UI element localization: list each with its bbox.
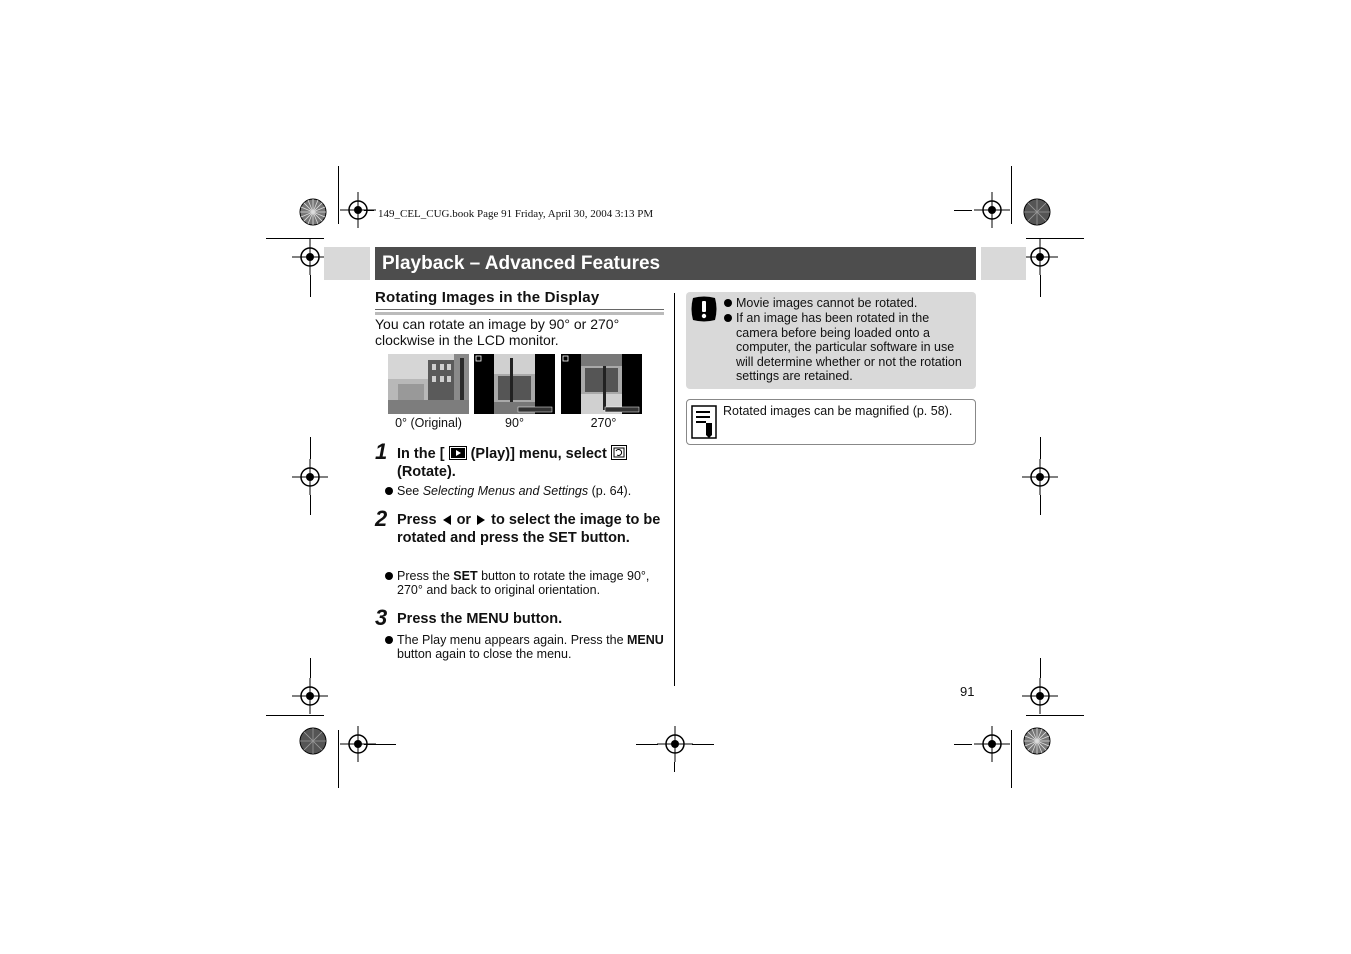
crosshair-icon: [1022, 459, 1058, 495]
step-1-text-a: In the [: [397, 446, 445, 462]
caption-270: 270°: [590, 416, 617, 430]
caution-text: If an image has been rotated in the camera before being loaded onto a computer, the particular software in use will determine whether or not the rotation settings are retained.: [736, 311, 962, 383]
heading-rule: [375, 309, 664, 310]
heading-rule-shade: [375, 312, 664, 315]
crosshair-icon: [657, 726, 693, 762]
radial-target-icon: [299, 727, 327, 755]
caption-90: 90°: [505, 416, 524, 430]
side-tab-right: [981, 247, 1026, 280]
thumbnail-rotated-270: [561, 354, 642, 414]
bullet-bold: SET: [453, 569, 478, 583]
crosshair-icon: [292, 678, 328, 714]
crosshair-icon: [292, 459, 328, 495]
step-2-text-c: to select the image to be rotated and press the SET button.: [397, 512, 661, 546]
section-title: Playback – Advanced Features: [375, 247, 976, 280]
radial-target-icon: [1023, 198, 1051, 226]
note-text: Rotated images can be magnified (p. 58).: [723, 404, 953, 418]
play-icon: [449, 446, 467, 460]
rotate-icon: [611, 445, 627, 460]
crosshair-icon: [974, 192, 1010, 228]
file-header: 149_CEL_CUG.book Page 91 Friday, April 30, 2004 3:13 PM: [378, 208, 654, 220]
thumbnail-rotated-90: [474, 354, 555, 414]
bullet-text: Press the: [397, 569, 454, 583]
bullet-text: button to rotate the image 90°, 270° and back to original orientation.: [397, 569, 650, 597]
step-1-text-b: (Play)] menu, select: [470, 446, 607, 462]
list-item: [385, 633, 665, 661]
step-1-text: [397, 445, 662, 481]
radial-target-icon: [299, 198, 327, 226]
bullet-text: (p. 64).: [588, 484, 632, 498]
crosshair-icon: [1022, 239, 1058, 275]
list-item: [385, 569, 665, 597]
caution-item: [724, 311, 969, 384]
caution-text: Movie images cannot be rotated.: [736, 296, 918, 310]
bullet-text: See: [397, 484, 423, 498]
list-item: [385, 484, 665, 498]
crosshair-icon: [974, 726, 1010, 762]
bullet-text: button again to close the menu.: [397, 647, 572, 661]
step-number: 1: [375, 439, 388, 464]
radial-target-icon: [1023, 727, 1051, 755]
step-3-text: Press the MENU button.: [397, 611, 563, 627]
thumbnail-original: [388, 354, 469, 414]
intro-text: You can rotate an image by 90° or 270° clockwise in the LCD monitor.: [375, 316, 620, 348]
bullet-italic: Selecting Menus and Settings: [422, 484, 589, 498]
left-arrow-icon: [441, 514, 453, 526]
step-2-text-b: or: [456, 512, 472, 528]
caption-original: 0° (Original): [395, 416, 462, 430]
step-number: 2: [375, 506, 388, 531]
bullet-bold: MENU: [627, 633, 664, 647]
caution-icon: [690, 296, 718, 322]
crosshair-icon: [292, 239, 328, 275]
caution-item: [724, 296, 969, 311]
step-2-text-a: Press: [397, 512, 437, 528]
step-number: 3: [375, 605, 388, 630]
bullet-text: The Play menu appears again. Press the: [397, 633, 627, 647]
step-2-text: [397, 512, 662, 547]
step-1-text-c: (Rotate).: [397, 463, 456, 480]
crosshair-icon: [1022, 678, 1058, 714]
right-arrow-icon: [475, 514, 487, 526]
column-divider: [674, 293, 675, 686]
subsection-title: Rotating Images in the Display: [375, 289, 600, 306]
note-icon: [691, 405, 717, 439]
page-number: 91: [960, 684, 975, 699]
side-tab-left: [324, 247, 370, 280]
